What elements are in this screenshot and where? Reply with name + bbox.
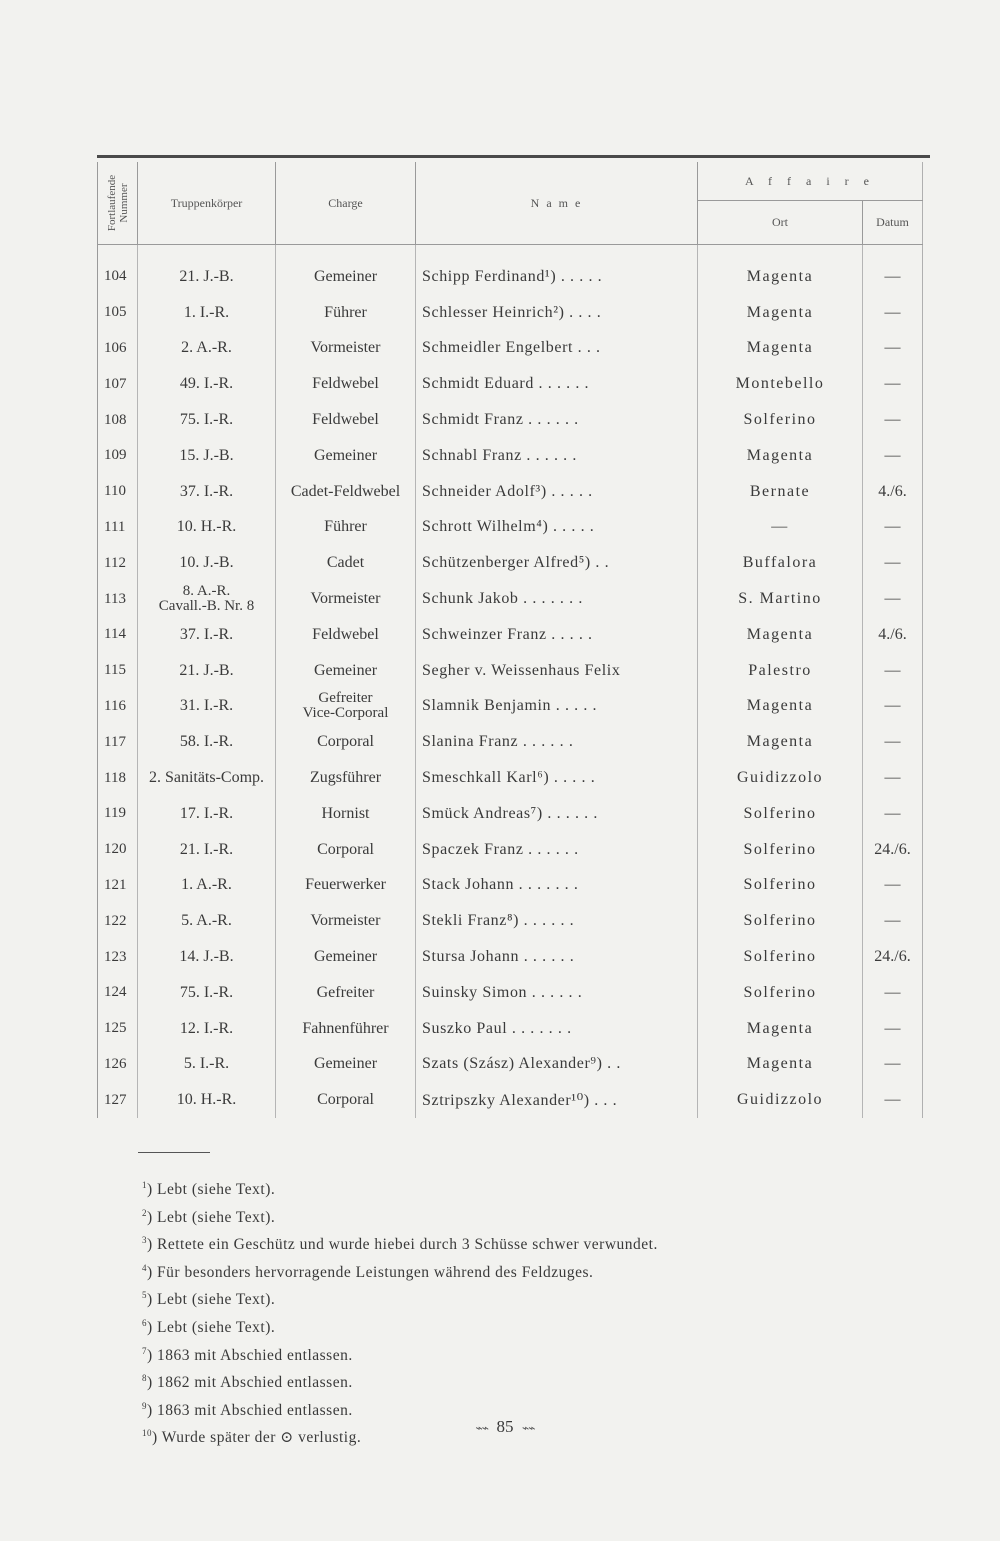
row-name: Spaczek Franz . . . . . .: [416, 832, 698, 868]
row-number: 104: [98, 259, 138, 295]
table-row: [98, 903, 923, 939]
ornament-right-icon: ⌁⌁: [522, 1421, 535, 1435]
row-rank: Führer: [276, 295, 416, 331]
table-row: [98, 1082, 923, 1118]
footnote-text: ) Wurde später der ⊙ verlustig.: [152, 1429, 362, 1447]
row-unit: 75. I.-R.: [138, 402, 276, 438]
row-name: Slanina Franz . . . . . .: [416, 724, 698, 760]
header-name: N a m e: [416, 162, 698, 245]
row-date: —: [863, 796, 923, 832]
roster-table: [97, 162, 923, 1118]
table-row: [98, 474, 923, 510]
row-date: —: [863, 1082, 923, 1118]
row-number: 121: [98, 868, 138, 904]
row-place: Magenta: [698, 295, 863, 331]
row-date: 24./6.: [863, 939, 923, 975]
row-name: Suinsky Simon . . . . . .: [416, 975, 698, 1011]
row-name: Schweinzer Franz . . . . .: [416, 617, 698, 653]
row-rank: Zugsführer: [276, 760, 416, 796]
row-name: Slamnik Benjamin . . . . .: [416, 689, 698, 725]
footnote-text: ) Lebt (siehe Text).: [147, 1208, 276, 1226]
row-number: 117: [98, 724, 138, 760]
row-place: Solferino: [698, 796, 863, 832]
row-unit: 5. I.-R.: [138, 1047, 276, 1083]
table-row: [98, 295, 923, 331]
footnote-text: ) Lebt (siehe Text).: [147, 1318, 276, 1336]
roster-table-wrap: [97, 162, 922, 1118]
table-row: [98, 545, 923, 581]
row-name: Schmidt Franz . . . . . .: [416, 402, 698, 438]
row-place: Palestro: [698, 653, 863, 689]
row-name: Schunk Jakob . . . . . . .: [416, 581, 698, 617]
row-rank: [276, 689, 416, 725]
row-place: —: [698, 510, 863, 546]
row-date: —: [863, 975, 923, 1011]
row-date: —: [863, 903, 923, 939]
row-unit: 37. I.-R.: [138, 474, 276, 510]
footnote-item: [142, 1340, 902, 1368]
row-date: —: [863, 760, 923, 796]
header-place: Ort: [698, 201, 863, 245]
row-unit: 1. A.-R.: [138, 868, 276, 904]
row-date: 4./6.: [863, 474, 923, 510]
table-row: [98, 689, 923, 725]
row-rank: Gemeiner: [276, 259, 416, 295]
row-date: —: [863, 295, 923, 331]
page-number: 85: [496, 1417, 514, 1436]
row-rank: Vormeister: [276, 903, 416, 939]
row-date: —: [863, 259, 923, 295]
row-unit: 10. J.-B.: [138, 545, 276, 581]
row-rank: Fahnenführer: [276, 1011, 416, 1047]
row-rank: Hornist: [276, 796, 416, 832]
row-place: Solferino: [698, 402, 863, 438]
row-number: 122: [98, 903, 138, 939]
footnote-mark: 3: [142, 1235, 147, 1246]
row-unit: 12. I.-R.: [138, 1011, 276, 1047]
row-place: Magenta: [698, 617, 863, 653]
row-rank: Gefreiter: [276, 975, 416, 1011]
roster-header: [98, 162, 923, 245]
row-place: Solferino: [698, 832, 863, 868]
header-number: Fortlaufende Nummer: [105, 174, 130, 232]
footnote-mark: 4: [142, 1262, 147, 1273]
row-unit: 37. I.-R.: [138, 617, 276, 653]
row-number: 115: [98, 653, 138, 689]
row-name: Schmidt Eduard . . . . . .: [416, 366, 698, 402]
row-rank: Corporal: [276, 724, 416, 760]
row-name: Szats (Szász) Alexander⁹) . .: [416, 1047, 698, 1083]
row-date: —: [863, 545, 923, 581]
row-name: Schneider Adolf³) . . . . .: [416, 474, 698, 510]
row-unit: 2. A.-R.: [138, 331, 276, 367]
row-unit: 1. I.-R.: [138, 295, 276, 331]
footnote-mark: 9: [142, 1400, 147, 1411]
table-row: [98, 939, 923, 975]
row-unit: 58. I.-R.: [138, 724, 276, 760]
row-number: 116: [98, 689, 138, 725]
row-date: —: [863, 366, 923, 402]
footnote-text: ) Für besonders hervorragende Leistungen während des Feldzuges.: [147, 1263, 594, 1281]
row-unit: 15. J.-B.: [138, 438, 276, 474]
row-rank: Corporal: [276, 1082, 416, 1118]
footnote-mark: 10: [142, 1428, 152, 1439]
row-number: 120: [98, 832, 138, 868]
row-number: 118: [98, 760, 138, 796]
table-row: [98, 653, 923, 689]
row-unit: 2. Sanitäts-Comp.: [138, 760, 276, 796]
header-affaire: [698, 162, 923, 201]
row-date: —: [863, 1011, 923, 1047]
table-row: [98, 1011, 923, 1047]
row-place: Magenta: [698, 259, 863, 295]
footnote-item: [142, 1202, 902, 1230]
header-number-cell: [98, 162, 138, 245]
footnote-mark: 6: [142, 1317, 147, 1328]
footnote-text: ) 1863 mit Abschied entlassen.: [147, 1346, 353, 1364]
footnote-mark: 2: [142, 1207, 147, 1218]
spacer-row: [98, 245, 923, 260]
table-row: [98, 581, 923, 617]
row-rank: Feldwebel: [276, 402, 416, 438]
row-name: Smück Andreas⁷) . . . . . .: [416, 796, 698, 832]
row-number: 114: [98, 617, 138, 653]
row-name: Schrott Wilhelm⁴) . . . . .: [416, 510, 698, 546]
row-place: Magenta: [698, 438, 863, 474]
row-rank-line2: Vice-Corporal: [302, 705, 389, 722]
row-rank: Corporal: [276, 832, 416, 868]
row-number: 107: [98, 366, 138, 402]
table-row: [98, 868, 923, 904]
header-rank: Charge: [276, 162, 416, 245]
row-name: Stursa Johann . . . . . .: [416, 939, 698, 975]
row-place: Magenta: [698, 1011, 863, 1047]
row-place: Solferino: [698, 903, 863, 939]
row-name: Stack Johann . . . . . . .: [416, 868, 698, 904]
row-unit: 14. J.-B.: [138, 939, 276, 975]
footnote-item: [142, 1312, 902, 1340]
row-unit: 5. A.-R.: [138, 903, 276, 939]
row-date: —: [863, 653, 923, 689]
row-number: 106: [98, 331, 138, 367]
row-date: —: [863, 402, 923, 438]
row-place: Buffalora: [698, 545, 863, 581]
footnote-item: [142, 1174, 902, 1202]
row-place: Magenta: [698, 689, 863, 725]
row-name: Segher v. Weissenhaus Felix: [416, 653, 698, 689]
footnote-text: ) Lebt (siehe Text).: [147, 1181, 276, 1198]
table-row: [98, 259, 923, 295]
row-rank: Vormeister: [276, 581, 416, 617]
table-row: [98, 724, 923, 760]
row-rank: Führer: [276, 510, 416, 546]
table-row: [98, 832, 923, 868]
row-unit: 10. H.-R.: [138, 1082, 276, 1118]
row-number: 113: [98, 581, 138, 617]
row-name: Suszko Paul . . . . . . .: [416, 1011, 698, 1047]
row-unit: 75. I.-R.: [138, 975, 276, 1011]
row-date: —: [863, 1047, 923, 1083]
table-row: [98, 366, 923, 402]
footnote-rule: [138, 1152, 210, 1153]
row-number: 123: [98, 939, 138, 975]
footnote-item: [142, 1229, 902, 1257]
row-unit: 21. I.-R.: [138, 832, 276, 868]
row-name: Smeschkall Karl⁶) . . . . .: [416, 760, 698, 796]
row-date: —: [863, 581, 923, 617]
row-place: Magenta: [698, 724, 863, 760]
footnote-mark: 7: [142, 1345, 147, 1356]
footnote-text: ) Lebt (siehe Text).: [147, 1291, 276, 1309]
row-place: Solferino: [698, 939, 863, 975]
roster-body: [98, 245, 923, 1119]
row-rank: Feuerwerker: [276, 868, 416, 904]
table-row: [98, 402, 923, 438]
row-place: Bernate: [698, 474, 863, 510]
footnote-item: [142, 1257, 902, 1285]
row-number: 109: [98, 438, 138, 474]
row-unit-line2: Cavall.-B. Nr. 8: [158, 598, 255, 615]
header-date: Datum: [863, 201, 923, 245]
row-rank: Feldwebel: [276, 366, 416, 402]
row-unit: 21. J.-B.: [138, 653, 276, 689]
row-place: Guidizzolo: [698, 1082, 863, 1118]
row-rank: Gemeiner: [276, 1047, 416, 1083]
row-rank: Gemeiner: [276, 653, 416, 689]
row-date: —: [863, 868, 923, 904]
row-date: —: [863, 510, 923, 546]
row-name: Schützenberger Alfred⁵) . .: [416, 545, 698, 581]
row-place: Guidizzolo: [698, 760, 863, 796]
row-place: Solferino: [698, 868, 863, 904]
row-rank-line1: Gefreiter: [318, 690, 373, 707]
row-rank: Cadet: [276, 545, 416, 581]
row-number: 119: [98, 796, 138, 832]
row-rank: Feldwebel: [276, 617, 416, 653]
footnote-mark: 8: [142, 1373, 147, 1384]
row-number: 111: [98, 510, 138, 546]
row-rank: Cadet-Feldwebel: [276, 474, 416, 510]
footnote-text: ) 1862 mit Abschied entlassen.: [147, 1374, 353, 1392]
footnote-text: ) 1863 mit Abschied entlassen.: [147, 1401, 353, 1419]
row-unit: 49. I.-R.: [138, 366, 276, 402]
row-unit: [138, 581, 276, 617]
row-number: 112: [98, 545, 138, 581]
row-number: 127: [98, 1082, 138, 1118]
row-unit: 31. I.-R.: [138, 689, 276, 725]
ornament-left-icon: ⌁⌁: [475, 1421, 488, 1435]
table-row: [98, 760, 923, 796]
footnote-mark: 1: [142, 1180, 147, 1190]
row-number: 125: [98, 1011, 138, 1047]
row-rank: Gemeiner: [276, 438, 416, 474]
table-row: [98, 510, 923, 546]
table-row: [98, 796, 923, 832]
footnote-item: [142, 1367, 902, 1395]
table-row: [98, 975, 923, 1011]
row-name: Sztripszky Alexander¹⁰) . . .: [416, 1082, 698, 1118]
top-rule: [97, 155, 930, 158]
table-row: [98, 617, 923, 653]
footnote-item: [142, 1284, 902, 1312]
row-name: Schmeidler Engelbert . . .: [416, 331, 698, 367]
row-name: Stekli Franz⁸) . . . . . .: [416, 903, 698, 939]
row-place: Magenta: [698, 331, 863, 367]
row-number: 110: [98, 474, 138, 510]
table-row: [98, 1047, 923, 1083]
row-place: Solferino: [698, 975, 863, 1011]
row-date: 24./6.: [863, 832, 923, 868]
row-unit-line1: 8. A.-R.: [182, 583, 231, 600]
page-footer: [420, 1417, 590, 1437]
row-place: S. Martino: [698, 581, 863, 617]
row-place: Montebello: [698, 366, 863, 402]
row-date: —: [863, 331, 923, 367]
row-date: —: [863, 689, 923, 725]
row-place: Magenta: [698, 1047, 863, 1083]
table-row: [98, 331, 923, 367]
row-unit: 17. I.-R.: [138, 796, 276, 832]
row-name: Schnabl Franz . . . . . .: [416, 438, 698, 474]
row-date: 4./6.: [863, 617, 923, 653]
row-date: —: [863, 438, 923, 474]
footnote-mark: 5: [142, 1290, 147, 1301]
row-unit: 21. J.-B.: [138, 259, 276, 295]
row-unit: 10. H.-R.: [138, 510, 276, 546]
row-number: 124: [98, 975, 138, 1011]
row-number: 105: [98, 295, 138, 331]
header-affaire-label: A f f a i r e: [745, 173, 875, 188]
footnote-text: ) Rettete ein Geschütz und wurde hiebei durch 3 Schüsse schwer verwundet.: [147, 1236, 658, 1254]
row-rank: Vormeister: [276, 331, 416, 367]
table-row: [98, 438, 923, 474]
footnotes: [142, 1174, 902, 1450]
header-unit: Truppenkörper: [138, 162, 276, 245]
row-date: —: [863, 724, 923, 760]
row-number: 108: [98, 402, 138, 438]
row-name: Schipp Ferdinand¹) . . . . .: [416, 259, 698, 295]
row-rank: Gemeiner: [276, 939, 416, 975]
row-number: 126: [98, 1047, 138, 1083]
row-name: Schlesser Heinrich²) . . . .: [416, 295, 698, 331]
